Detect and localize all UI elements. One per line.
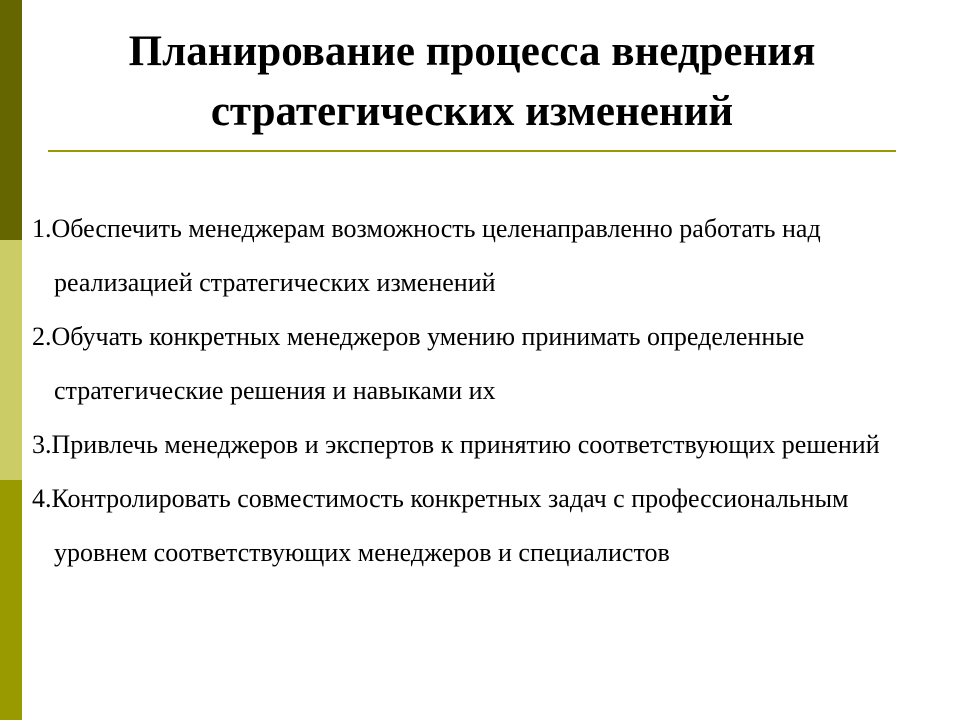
numbered-list [32,202,932,580]
slide-title [48,22,896,142]
side-bar-middle [0,240,22,480]
list-item-text: Контролировать совместимость конкретных задач с профессиональным уровнем соответствующих менеджеров и специалистов [51,484,849,567]
list-item-text: Обучать конкретных менеджеров умению принимать определенные стратегические решения и навыками их [51,322,805,405]
list-item-number: 3. [32,430,52,459]
list-item-text: Обеспечить менеджерам возможность целенаправленно работать над реализацией стратегических изменений [51,214,821,297]
list-item-number: 2. [32,322,52,351]
list-item [32,310,932,418]
slide-title-line-1: Планирование процесса внедрения [128,28,816,75]
list-item-number: 4. [32,484,52,513]
list-item [32,202,932,310]
side-bar-top [0,0,22,240]
list-item [32,418,932,472]
list-item-text: Привлечь менеджеров и экспертов к принятию соответствующих решений [51,430,880,459]
list-item-number: 1. [32,214,52,243]
side-bar-bottom [0,480,22,720]
title-underline [48,150,896,152]
slide-title-line-2: стратегических изменений [210,88,734,135]
list-item [32,472,932,580]
